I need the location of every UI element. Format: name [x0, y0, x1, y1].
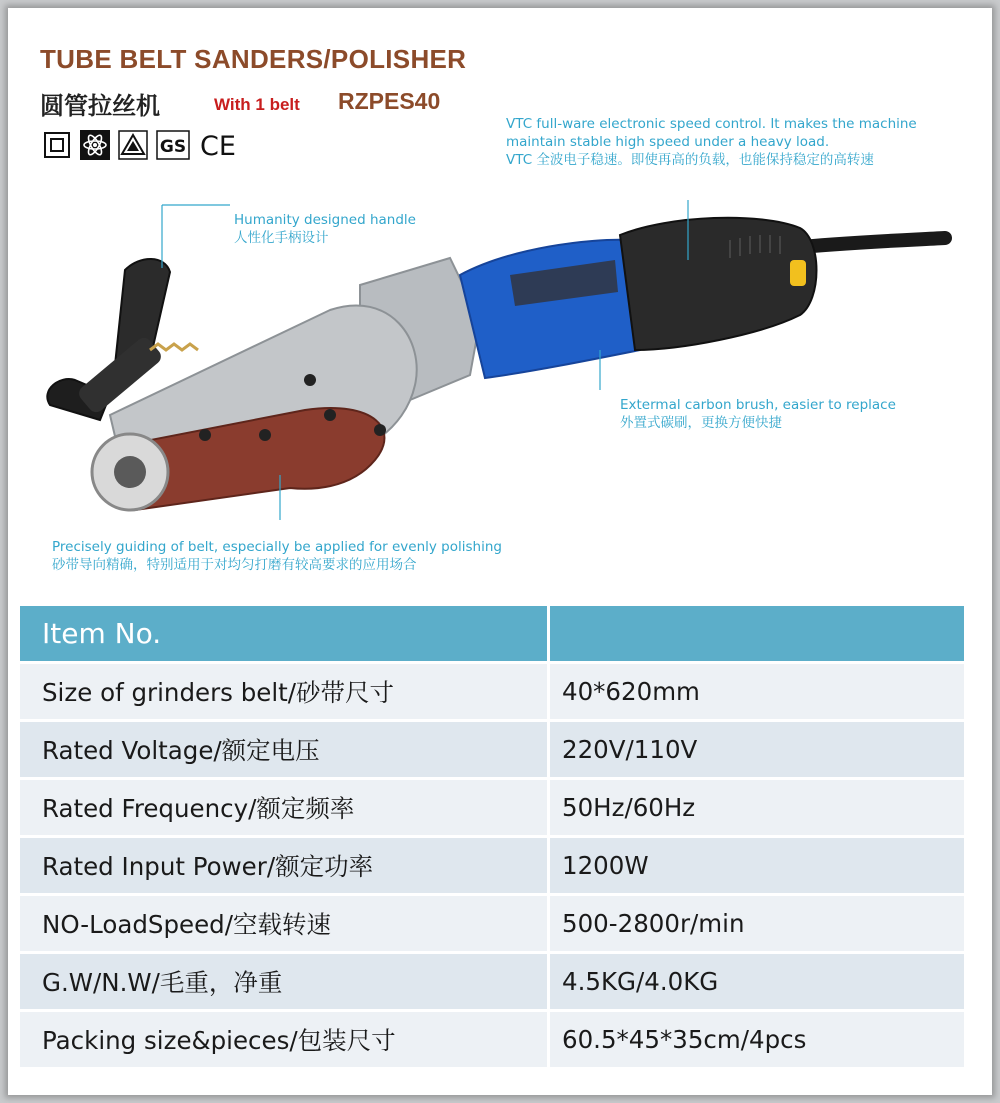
- product-image: [30, 200, 960, 520]
- spec-value: 1200W: [550, 838, 964, 893]
- emc-icon: [80, 130, 110, 160]
- svg-text:CE: CE: [200, 131, 236, 160]
- model-number: RZPES40: [338, 88, 441, 114]
- brush-annotation: Extermal carbon brush, easier to replace 外置式碳刷，更换方便快捷: [620, 397, 896, 431]
- table-row: [20, 954, 964, 1009]
- belt-annotation: Precisely guiding of belt, especially be applied for evenly polishing 砂带导向精确，特别适用于对均匀打磨有较高要求的应用场合: [52, 539, 502, 573]
- header-value: [550, 606, 964, 661]
- belt-tag: With 1 belt: [214, 95, 300, 114]
- header-item-no: Item No.: [20, 606, 547, 661]
- spec-label: Rated Frequency/额定频率: [20, 780, 547, 835]
- spec-label: Packing size&pieces/包装尺寸: [20, 1012, 547, 1067]
- certification-marks: [42, 130, 238, 160]
- table-row: [20, 722, 964, 777]
- table-row: [20, 664, 964, 719]
- spec-value: 220V/110V: [550, 722, 964, 777]
- pulley-hub: [114, 456, 146, 488]
- table-row: [20, 838, 964, 893]
- spec-table: [17, 603, 967, 1070]
- spec-value: 500-2800r/min: [550, 896, 964, 951]
- spec-label: Rated Voltage/额定电压: [20, 722, 547, 777]
- spec-label: G.W/N.W/毛重，净重: [20, 954, 547, 1009]
- gs-mark-icon: [156, 130, 190, 160]
- double-insulation-icon: [42, 130, 72, 160]
- tension-spring: [150, 344, 198, 350]
- ce-mark-icon: [198, 130, 238, 160]
- spec-label: NO-LoadSpeed/空载转速: [20, 896, 547, 951]
- triangle-mark-icon: [118, 130, 148, 160]
- spec-label: Size of grinders belt/砂带尺寸: [20, 664, 547, 719]
- svg-text:GS: GS: [159, 137, 187, 157]
- table-header-row: [20, 606, 964, 661]
- table-row: [20, 896, 964, 951]
- rear-handle: [620, 218, 817, 350]
- product-title: TUBE BELT SANDERS/POLISHER: [40, 44, 467, 74]
- spec-value: 50Hz/60Hz: [550, 780, 964, 835]
- vtc-annotation: VTC full-ware electronic speed control. It makes the machine maintain stable high speed under a heavy load. VTC 全波电子稳速。即使再高的负载，也能保持稳定的高转速: [506, 116, 917, 168]
- speed-switch: [790, 260, 806, 286]
- spec-value: 60.5*45*35cm/4pcs: [550, 1012, 964, 1067]
- product-title-cn: 圆管拉丝机: [40, 92, 160, 120]
- spec-value: 40*620mm: [550, 664, 964, 719]
- spec-value: 4.5KG/4.0KG: [550, 954, 964, 1009]
- handle-annotation: Humanity designed handle 人性化手柄设计: [234, 212, 416, 246]
- table-row: [20, 780, 964, 835]
- table-row: [20, 1012, 964, 1067]
- spec-label: Rated Input Power/额定功率: [20, 838, 547, 893]
